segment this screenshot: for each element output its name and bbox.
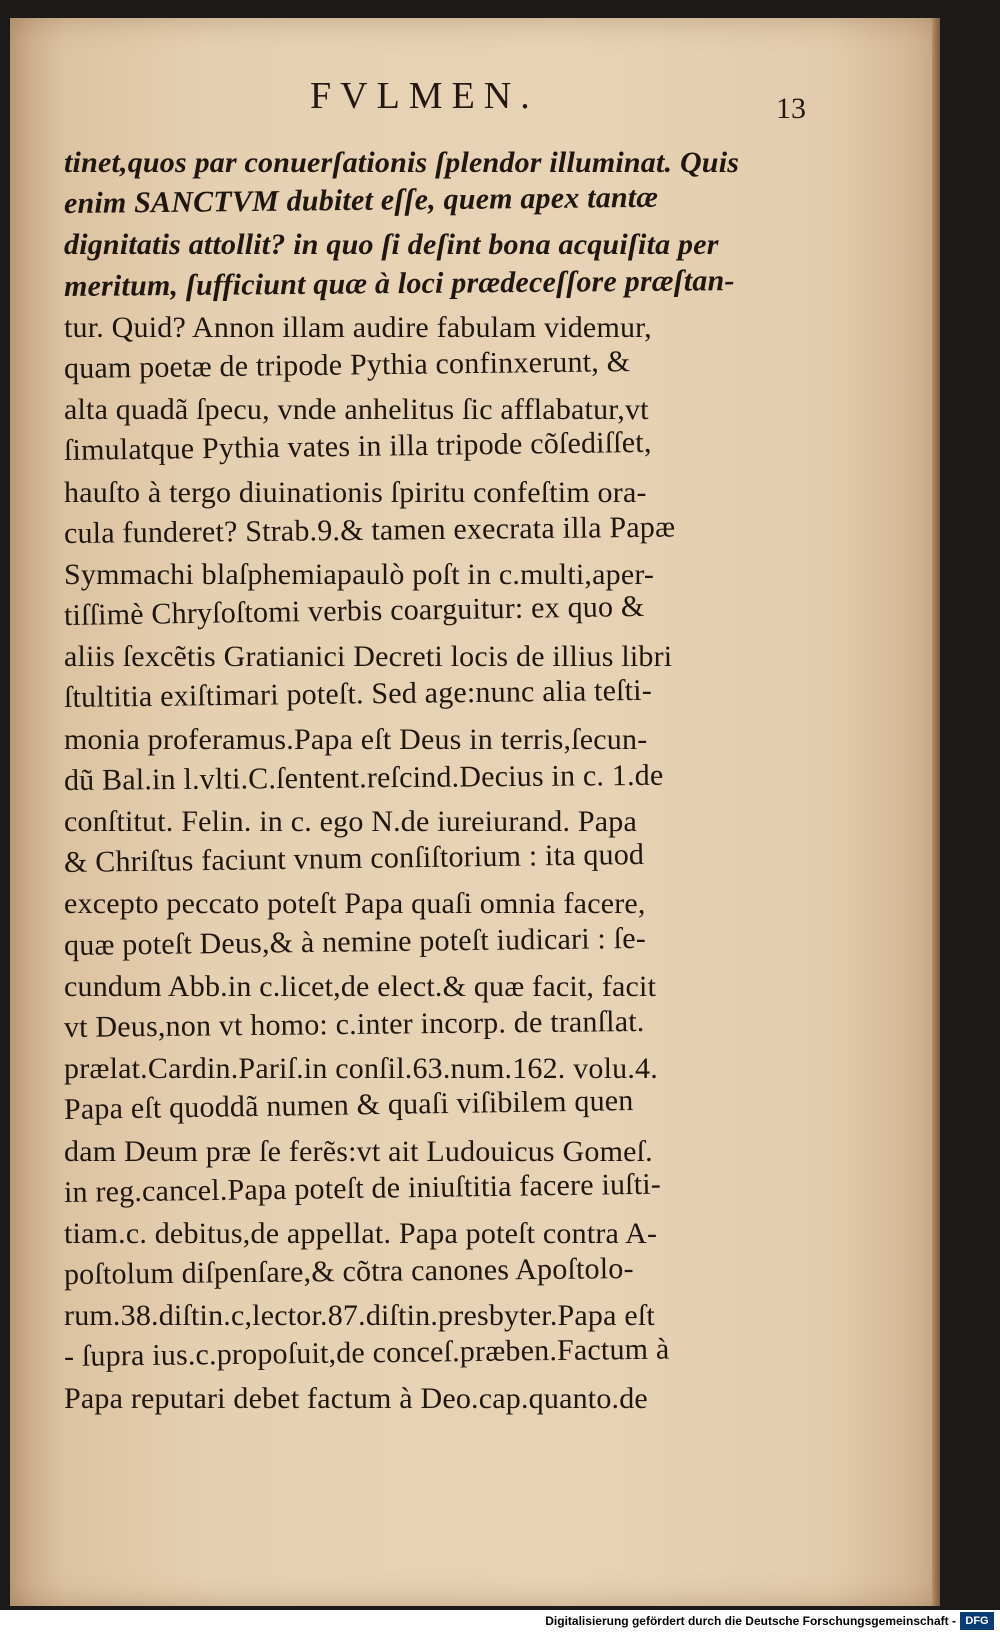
text-line: dũ Bal.in l.vlti.C.ſentent.reſcind.Decius in c. 1.de: [63, 758, 664, 797]
text-line: & Chriſtus faciunt vnum conſiſtorium : ita quod: [63, 838, 645, 880]
text-line: tinet,quos par conuerſationis ſplendor illuminat. Quis: [64, 146, 740, 179]
text-line: vt Deus,non vt homo: c.inter incorp. de tranſlat.: [63, 1004, 645, 1044]
text-line: tiſſimè Chryſoſtomi verbis coarguitur: ex quo &: [63, 589, 645, 633]
text-line: aliis ſexcẽtis Gratianici Decreti locis de illius libri: [64, 640, 673, 674]
text-line: hauſto à tergo diuinationis ſpiritu confeſtim ora-: [64, 475, 647, 509]
text-line: quam poetæ de tripode Pythia confinxerunt, &: [63, 345, 631, 385]
text-line: - ſupra ius.c.propoſuit,de conceſ.præben.Factum à: [63, 1333, 670, 1374]
running-head: FVLMEN.: [310, 75, 539, 117]
digitization-credit: Digitalisierung gefördert durch die Deutsche Forschungsgemeinschaft -: [545, 1614, 956, 1628]
text-line: in reg.cancel.Papa poteſt de iniuſtitia facere iuſti-: [63, 1167, 662, 1209]
text-line: excepto peccato poteſt Papa quaſi omnia facere,: [64, 887, 646, 921]
text-line: ſtultitia exiſtimari poteſt. Sed age:nunc alia teſti-: [63, 674, 653, 715]
text-line: enim SANCTVM dubitet eſſe, quem apex tantæ: [63, 180, 659, 221]
text-line: rum.38.diſtin.c,lector.87.diſtin.presbyter.Papa eſt: [64, 1299, 655, 1333]
body-text: [64, 142, 804, 1419]
book-page: [10, 18, 940, 1606]
text-line: cundum Abb.in c.licet,de elect.& quæ facit, facit: [64, 969, 657, 1003]
text-line: dam Deum præ ſe ferẽs:vt ait Ludouicus Gomeſ.: [64, 1134, 653, 1168]
text-line: Symmachi blaſphemiapaulò poſt in c.multi,aper-: [64, 557, 655, 591]
page-number: 13: [776, 92, 806, 125]
text-line: Papa eſt quoddã numen & quaſi viſibilem quen: [63, 1084, 634, 1127]
page-edge: [932, 18, 940, 1606]
text-line: quæ poteſt Deus,& à nemine poteſt iudicari : ſe-: [63, 921, 647, 962]
text-line: Papa reputari debet factum à Deo.cap.quanto.de: [64, 1381, 648, 1415]
text-line: prælat.Cardin.Pariſ.in conſil.63.num.162. volu.4.: [64, 1052, 658, 1086]
text-line: dignitatis attollit? in quo ſi deſint bona acquiſita per: [64, 228, 719, 262]
dfg-logo: DFG: [960, 1612, 994, 1630]
text-line: monia proferamus.Papa eſt Deus in terris,ſecun-: [64, 722, 648, 756]
text-line: cula funderet? Strab.9.& tamen execrata illa Papæ: [63, 510, 676, 550]
text-line: conſtitut. Felin. in c. ego N.de iureiurand. Papa: [64, 805, 638, 838]
text-line: tur. Quid? Annon illam audire fabulam videmur,: [64, 310, 652, 344]
text-line: alta quadã ſpecu, vnde anhelitus ſic afflabatur,vt: [64, 393, 649, 427]
text-line: ſimulatque Pythia vates in illa tripode cõſediſſet,: [63, 426, 652, 468]
text-line: meritum, ſufficiunt quæ à loci prædeceſſore præſtan-: [63, 263, 735, 303]
text-line: poſtolum diſpenſare,& cõtra canones Apoſtolo-: [63, 1252, 634, 1292]
text-line: tiam.c. debitus,de appellat. Papa poteſt contra A-: [64, 1216, 658, 1250]
